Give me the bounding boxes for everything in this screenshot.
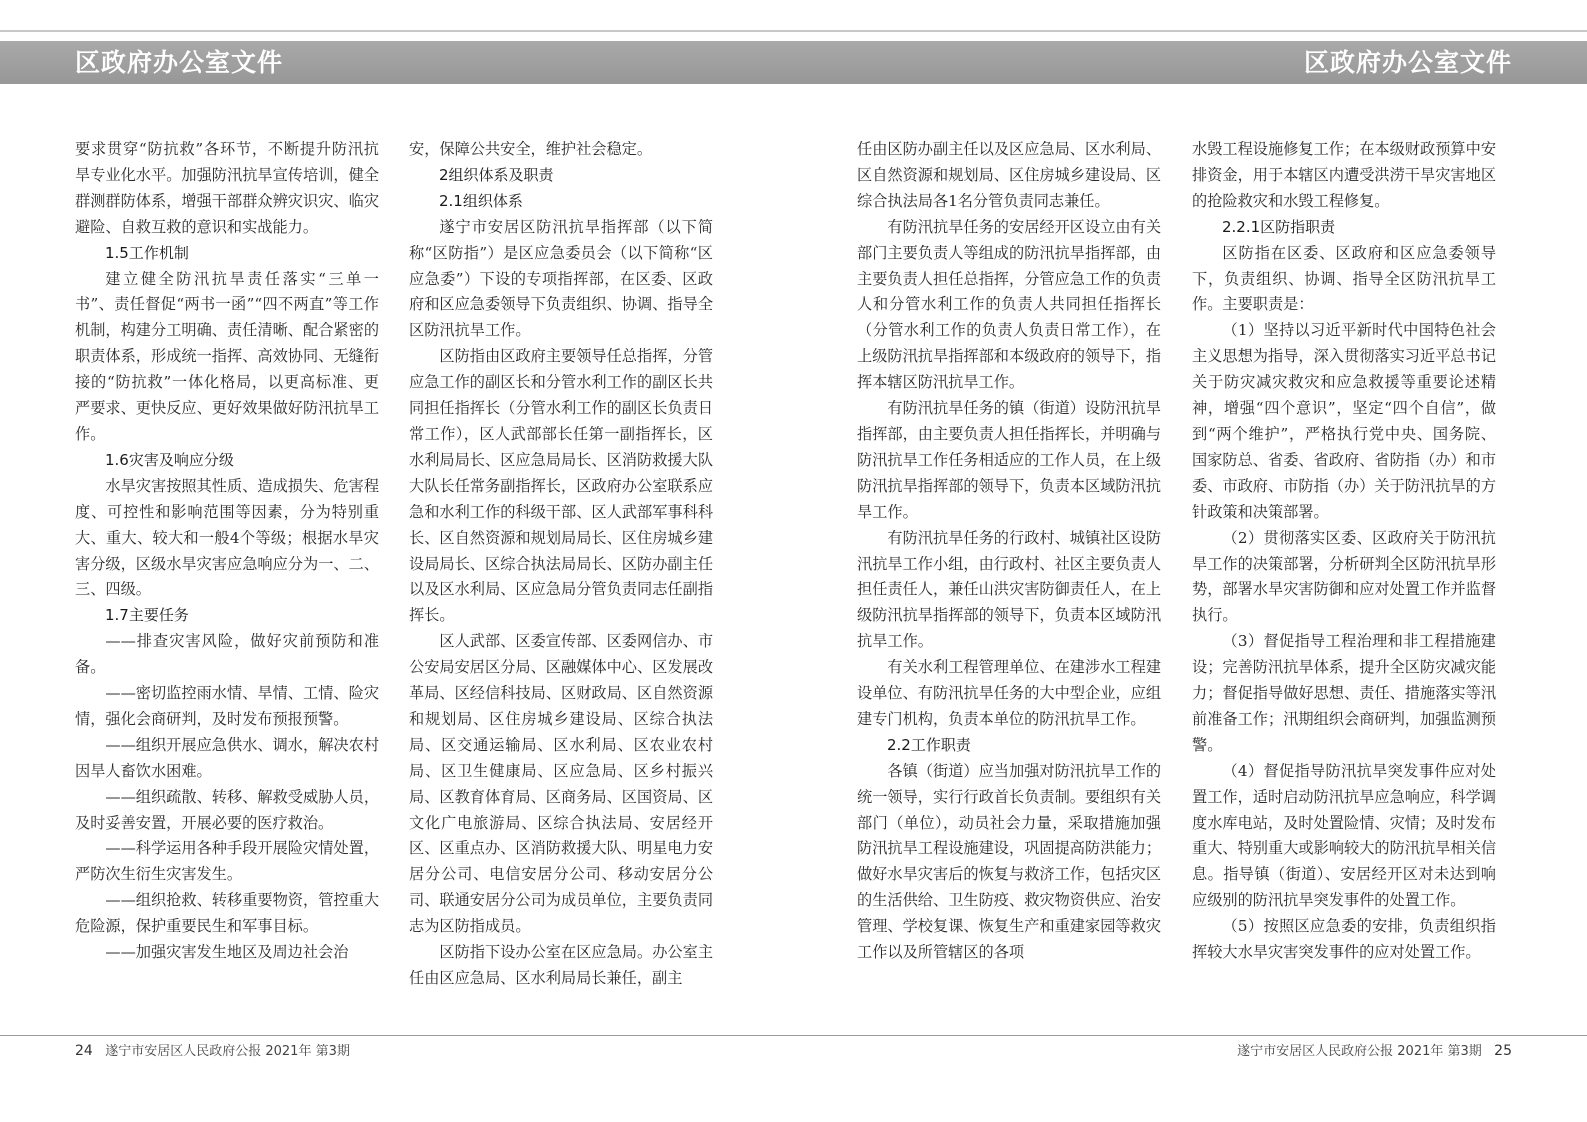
section-heading: 2.2.1区防指职责 [1222, 217, 1336, 236]
section-heading: 1.6灾害及响应分级 [105, 450, 234, 469]
paragraph: 有防汛抗旱任务的行政村、城镇社区设防汛抗旱工作小组，由行政村、社区主要负责人担任责任人，兼任山洪灾害防御责任人，在上级防汛抗旱指挥部的领导下，负责本区域防汛抗旱工作。 [857, 528, 1161, 651]
paragraph: 遂宁市安居区防汛抗旱指挥部（以下简称“区防指”）是区应急委员会（以下简称“区应急委”）下设的专项指挥部，在区委、区政府和区应急委领导下负责组织、协调、指导全区防汛抗旱工作。 [409, 217, 713, 340]
left-page-footer [75, 1042, 350, 1061]
paragraph: ——科学运用各种手段开展险灾情处置，严防次生衍生灾害发生。 [75, 839, 379, 884]
paragraph: 有防汛抗旱任务的镇（街道）设防汛抗旱指挥部，由主要负责人担任指挥长，并明确与防汛抗旱工作任务相适应的工作人员，在上级防汛抗旱指挥部的领导下，负责本区域防汛抗旱工作。 [857, 399, 1161, 521]
text-column-2 [409, 137, 713, 992]
paragraph: 各镇（街道）应当加强对防汛抗旱工作的统一领导，实行行政首长负责制。要组织有关部门（单位），动员社会力量，采取措施加强防汛抗旱工程设施建设，巩固提高防洪能力；做好水旱灾害后的恢复与救济工作，包括灾区的生活供给、卫生防疫、救灾物资供应、治安管理、学校复课、恢复生产和重建家园等救灾工作以及所管辖区的各项 [857, 761, 1161, 962]
paragraph: 区人武部、区委宣传部、区委网信办、市公安局安居区分局、区融媒体中心、区发展改革局、区经信科技局、区财政局、区自然资源和规划局、区住房城乡建设局、区综合执法局、区交通运输局、区水利局、区农业农村局、区卫生健康局、区应急局、区乡村振兴局、区教育体育局、区商务局、区国资局、区文化广电旅游局、区综合执法局、安居经开区、区重点办、区消防救援大队、明星电力安居分公司、电信安居分公司、移动安居分公司、联通安居分公司为成员单位，主要负责同志为区防指成员。 [409, 632, 713, 936]
section-heading: 2.1组织体系 [439, 191, 523, 210]
paragraph: ——组织抢救、转移重要物资，管控重大危险源，保护重要民生和军事目标。 [75, 891, 379, 936]
paragraph: （4）督促指导防汛抗旱突发事件应对处置工作，适时启动防汛抗旱应急响应，科学调度水库电站，及时处置险情、灾情；及时发布重大、特别重大或影响较大的防汛抗旱相关信息。指导镇（街道）、安居经开区对未达到响应级别的防汛抗旱突发事件的处置工作。 [1192, 761, 1496, 910]
text-column-3 [857, 137, 1161, 966]
paragraph: 要求贯穿“防抗救”各环节，不断提升防汛抗旱专业化水平。加强防汛抗旱宣传培训，健全群测群防体系，增强干部群众辨灾识灾、临灾避险、自救互救的意识和实战能力。 [75, 140, 379, 236]
paragraph: （2）贯彻落实区委、区政府关于防汛抗旱工作的决策部署，分析研判全区防汛抗旱形势，部署水旱灾害防御和应对处置工作并监督执行。 [1192, 528, 1496, 625]
paragraph: （1）坚持以习近平新时代中国特色社会主义思想为指导，深入贯彻落实习近平总书记关于防灾减灾救灾和应急救援等重要论述精神，增强“四个意识”，坚定“四个自信”，做到“两个维护”，严格执行党中央、国务院、国家防总、省委、省政府、省防指（办）和市委、市政府、市防指（办）关于防汛抗旱的方针政策和决策部署。 [1192, 321, 1496, 521]
footer-rule [0, 1035, 1587, 1036]
paragraph: ——加强灾害发生地区及周边社会治 [105, 943, 349, 962]
paragraph: 有防汛抗旱任务的安居经开区设立由有关部门主要负责人等组成的防汛抗旱指挥部，由主要负责人担任总指挥，分管应急工作的负责人和分管水利工作的负责人共同担任指挥长（分管水利工作的负责人负责日常工作），在上级防汛抗旱指挥部和本级政府的领导下，指挥本辖区防汛抗旱工作。 [857, 217, 1161, 392]
left-page-number: 24 [75, 1043, 93, 1059]
paragraph: 有关水利工程管理单位、在建涉水工程建设单位、有防汛抗旱任务的大中型企业，应组建专门机构，负责本单位的防汛抗旱工作。 [857, 658, 1161, 728]
paragraph: ——组织开展应急供水、调水，解决农村因旱人畜饮水困难。 [75, 735, 379, 780]
left-page-header-title: 区政府办公室文件 [75, 48, 284, 77]
section-heading: 1.5工作机制 [105, 243, 189, 262]
top-rule [0, 30, 1587, 32]
paragraph: （3）督促指导工程治理和非工程措施建设；完善防汛抗旱体系，提升全区防灾减灾能力；督促指导做好思想、责任、措施落实等汛前准备工作；汛期组织会商研判，加强监测预警。 [1192, 632, 1496, 754]
right-page-header-title: 区政府办公室文件 [1303, 48, 1512, 77]
left-publication-info: 遂宁市安居区人民政府公报 2021年 第3期 [105, 1044, 350, 1059]
paragraph: ——排查灾害风险，做好灾前预防和准备。 [75, 632, 379, 677]
right-page-footer [1237, 1042, 1512, 1061]
paragraph: 安，保障公共安全，维护社会稳定。 [409, 140, 652, 158]
section-heading: 2组织体系及职责 [439, 165, 554, 184]
paragraph: 水旱灾害按照其性质、造成损失、危害程度、可控性和影响范围等因素，分为特别重大、重大、较大和一般4个等级；根据水旱灾害分级，区级水旱灾害应急响应分为一、二、三、四级。 [75, 476, 379, 599]
section-heading: 2.2工作职责 [887, 735, 971, 754]
right-publication-info: 遂宁市安居区人民政府公报 2021年 第3期 [1237, 1044, 1482, 1059]
text-column-1 [75, 137, 379, 966]
paragraph: 建立健全防汛抗旱责任落实“三单一书”、责任督促“两书一函”“四不两直”等工作机制，构建分工明确、责任清晰、配合紧密的职责体系，形成统一指挥、高效协同、无缝衔接的“防抗救”一体化格局，以更高标准、更严要求、更快反应、更好效果做好防汛抗旱工作。 [75, 269, 379, 443]
paragraph: 区防指由区政府主要领导任总指挥，分管应急工作的副区长和分管水利工作的副区长共同担任指挥长（分管水利工作的副区长负责日常工作），区人武部部长任第一副指挥长，区水利局局长、区应急局局长、区消防救援大队大队长任常务副指挥长，区政府办公室联系应急和水利工作的科级干部、区人武部军事科科长、区自然资源和规划局局长、区住房城乡建设局局长、区综合执法局局长、区防办副主任以及区水利局、区应急局分管负责同志任副指挥长。 [409, 347, 713, 625]
paragraph: （5）按照区应急委的安排，负责组织指挥较大水旱灾害突发事件的应对处置工作。 [1192, 917, 1496, 962]
paragraph: ——密切监控雨水情、旱情、工情、险灾情，强化会商研判，及时发布预报预警。 [75, 684, 379, 728]
paragraph: 任由区防办副主任以及区应急局、区水利局、区自然资源和规划局、区住房城乡建设局、区综合执法局各1名分管负责同志兼任。 [857, 140, 1161, 210]
paragraph: ——组织疏散、转移、解救受威胁人员，及时妥善安置，开展必要的医疗救治。 [75, 787, 379, 832]
paragraph: 区防指在区委、区政府和区应急委领导下，负责组织、协调、指导全区防汛抗旱工作。主要职责是： [1192, 243, 1496, 314]
paragraph: 水毁工程设施修复工作；在本级财政预算中安排资金，用于本辖区内遭受洪涝干旱灾害地区的抢险救灾和水毁工程修复。 [1192, 140, 1496, 210]
paragraph: 区防指下设办公室在区应急局。办公室主任由区应急局、区水利局局长兼任，副主 [409, 943, 713, 987]
section-heading: 1.7主要任务 [105, 606, 189, 625]
text-column-4 [1192, 137, 1496, 966]
right-page-number: 25 [1494, 1043, 1512, 1059]
